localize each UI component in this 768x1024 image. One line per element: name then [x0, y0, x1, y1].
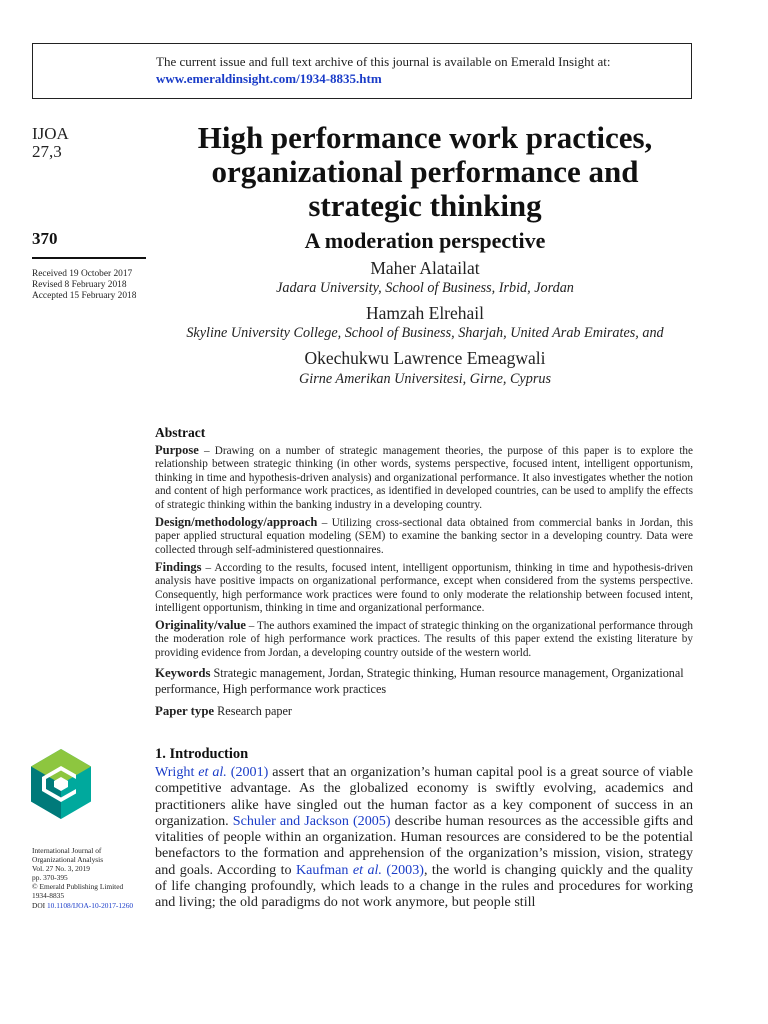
archive-notice: The current issue and full text archive of this journal is available on Emerald Insight at: [156, 54, 611, 69]
received-date: Received 19 October 2017 [32, 269, 133, 279]
citation-part: Wright [155, 764, 199, 780]
keywords [155, 666, 693, 697]
introduction-paragraph [155, 764, 693, 911]
accepted-date: Accepted 15 February 2018 [32, 291, 137, 302]
design-text: – Utilizing cross-sectional data obtained from commercial banks in Jordan, this paper applied structural equation modeling (SEM) to examine the banking sector in a developing country. Data were collected through self-administered questionnaires. [155, 517, 693, 556]
journal-code [32, 125, 69, 161]
article-title [150, 121, 700, 223]
doi-label: DOI [32, 900, 47, 910]
section-heading: 1. Introduction [155, 746, 249, 762]
author-name: Hamzah Elrehail [365, 303, 485, 323]
revised-date: Revised 8 February 2018 [32, 280, 127, 291]
findings-label: Findings [155, 560, 202, 574]
author-name: Maher Alatailat [370, 258, 480, 278]
originality-text: – The authors examined the impact of strategic thinking on the organizational performance through the moderation role of high performance work practices. The results of this paper extend the existing literature by providing evidence from Jordan, a developing country outside of the western world. [155, 620, 693, 659]
abstract-purpose [155, 444, 693, 512]
body-text: assert that an organization’s human capital pool is a great source of viable competitive advantage. As the globalized economy is swiftly evolving, academics and practitioners alike have singled out the human factor as a key component of success in an organization. [155, 764, 693, 829]
journal-name-line: Organizational Analysis [32, 855, 104, 865]
title-line: High performance work practices, [197, 120, 653, 155]
citation-part: et al. [198, 764, 227, 780]
design-label: Design/methodology/approach [155, 515, 318, 529]
pages-line: pp. 370-395 [32, 873, 68, 883]
abstract-design [155, 516, 693, 557]
paper-type-text: Research paper [214, 704, 292, 718]
body-text: , the world is changing quickly and the quality of life changing profoundly, which leads to a change in the rules and procedures for working and living; the old paradigms do not work anymore, but people still [155, 861, 694, 911]
citation-link[interactable]: Schuler and Jackson (2005) [232, 812, 391, 829]
author-affiliation: Jadara University, School of Business, Irbid, Jordan [276, 280, 574, 296]
keywords-label: Keywords [155, 666, 211, 680]
originality-label: Originality/value [155, 618, 246, 632]
abstract-findings [155, 561, 693, 616]
journal-archive-banner [32, 43, 692, 99]
title-line: organizational performance and [211, 154, 639, 189]
citation-part: (2003) [381, 861, 424, 878]
keywords-text: Strategic management, Jordan, Strategic thinking, Human resource management, Organizational performance, High performance work practices [155, 666, 684, 696]
crossmark-logo-icon [30, 748, 92, 820]
citation-link[interactable] [296, 862, 424, 878]
journal-url-link[interactable]: www.emeraldinsight.com/1934-8835.htm [156, 71, 382, 86]
article-subtitle: A moderation perspective [304, 228, 546, 253]
article-dates [32, 269, 136, 303]
purpose-label: Purpose [155, 443, 199, 457]
abstract-heading: Abstract [155, 425, 206, 440]
volume-issue: 27,3 [32, 142, 62, 161]
findings-text: – According to the results, focused intent, intelligent opportunism, thinking in time and hypothesis-driven analysis have positive impacts on organizational performance, except when considered from the systems perspective. Consequently, high performance work practices were found to only moderate the relationship between focused intent, intelligent opportunism, thinking in time and organizational performance. [155, 562, 693, 615]
body-text: describe human resources as the accessible gifts and vitalities of people within an organization. Human resources are considered to be the potential benefactors to the formation and apprehension of the organization’s mission, vision, strategy and goals. According to [155, 812, 693, 878]
citation-part: et al. [352, 861, 382, 878]
divider [32, 257, 146, 259]
citation-part: Kaufman [295, 861, 353, 878]
volume-line: Vol. 27 No. 3, 2019 [32, 864, 90, 874]
citation-part: (2001) [226, 764, 269, 780]
publisher-info [32, 846, 133, 910]
purpose-text: – Drawing on a number of strategic management theories, the purpose of this paper is to explore the relationship between strategic thinking (in other words, systems perspective, focused intent, intelligent opportunism, thinking in time and hypothesis-driven analysis) and organizational performance. It also investigates whether the notion and content of high performance work practices, as identified in developed countries, can be used to amplify the effects of strategic thinking within the banking industry in a developing country. [155, 445, 693, 511]
paper-type [155, 704, 693, 720]
copyright-line: © Emerald Publishing Limited [32, 882, 124, 892]
journal-abbrev: IJOA [32, 124, 69, 143]
author-affiliation: Girne Amerikan Universitesi, Girne, Cyprus [299, 371, 551, 387]
citation-link[interactable] [155, 764, 268, 780]
abstract-originality [155, 619, 693, 660]
doi-line [32, 901, 133, 910]
journal-name-line: International Journal of [32, 846, 102, 855]
title-line: strategic thinking [308, 188, 542, 223]
doi-link[interactable]: 10.1108/IJOA-10-2017-1260 [46, 900, 134, 910]
issn-line: 1934-8835 [32, 891, 65, 901]
page-number: 370 [32, 229, 58, 248]
author-affiliation: Skyline University College, School of Business, Sharjah, United Arab Emirates, and [186, 325, 664, 341]
paper-type-label: Paper type [155, 704, 215, 718]
author-name: Okechukwu Lawrence Emeagwali [304, 348, 546, 368]
